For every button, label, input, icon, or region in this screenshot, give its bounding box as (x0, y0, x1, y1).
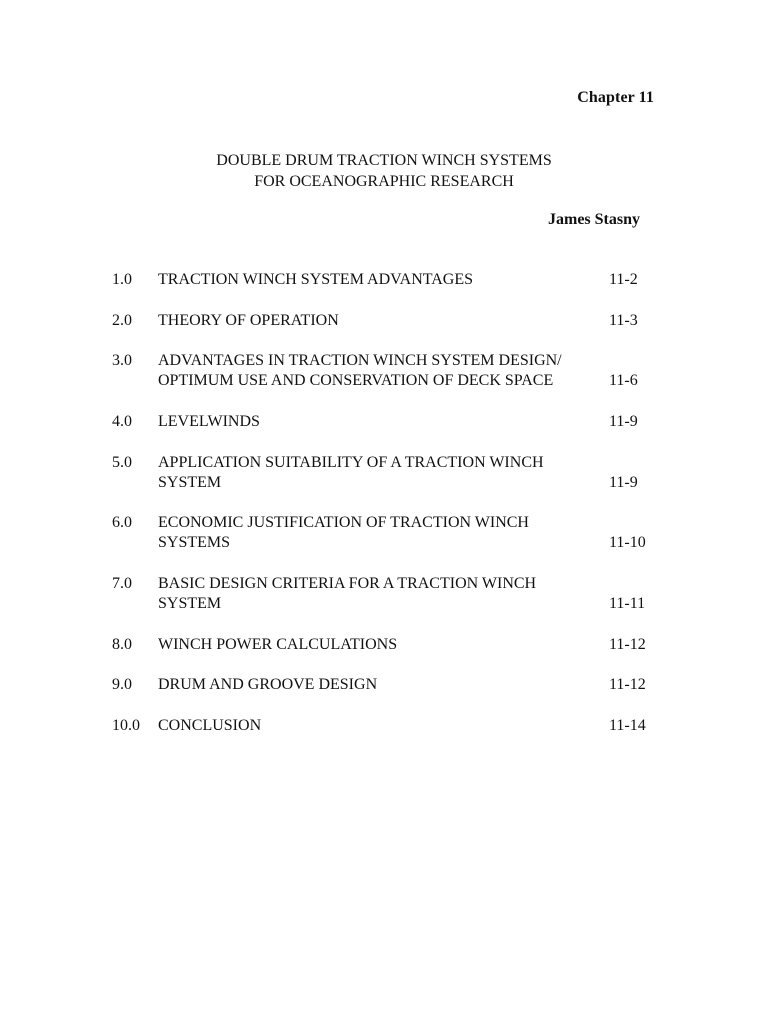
toc-title-line: TRACTION WINCH SYSTEM ADVANTAGES (158, 271, 474, 288)
title-line: DOUBLE DRUM TRACTION WINCH SYSTEMS (216, 152, 552, 169)
toc-section-title (158, 412, 614, 432)
toc-page-number: 11-2 (609, 271, 638, 288)
toc-section-number: 9.0 (112, 676, 132, 693)
toc-section-number: 6.0 (112, 514, 132, 531)
toc-section-number: 1.0 (112, 271, 132, 288)
toc-page-number: 11-9 (609, 474, 638, 491)
toc-title-line: APPLICATION SUITABILITY OF A TRACTION WINCH (158, 454, 544, 471)
toc-title-line: OPTIMUM USE AND CONSERVATION OF DECK SPACE (158, 372, 554, 389)
toc-page-number: 11-6 (609, 372, 638, 389)
toc-title-line: ECONOMIC JUSTIFICATION OF TRACTION WINCH (158, 514, 529, 531)
toc-title-line: SYSTEM (158, 595, 222, 612)
toc-section-title (158, 351, 614, 391)
toc-section-title (158, 574, 614, 614)
toc-page-number: 11-3 (609, 312, 638, 329)
toc-page-number: 11-11 (609, 595, 646, 612)
document-title (0, 150, 768, 192)
chapter-label: Chapter 11 (577, 89, 654, 106)
toc-title-line: SYSTEMS (158, 534, 231, 551)
toc-title-line: CONCLUSION (158, 717, 262, 734)
toc-section-number: 8.0 (112, 636, 132, 653)
toc-section-number: 3.0 (112, 352, 132, 369)
toc-title-line: ADVANTAGES IN TRACTION WINCH SYSTEM DESIGN/ (158, 352, 562, 369)
toc-page-number: 11-12 (609, 636, 646, 653)
title-line: FOR OCEANOGRAPHIC RESEARCH (254, 173, 514, 190)
toc-section-number: 2.0 (112, 312, 132, 329)
toc-page-number: 11-9 (609, 413, 638, 430)
toc-title-line: SYSTEM (158, 474, 222, 491)
toc-section-number: 5.0 (112, 454, 132, 471)
toc-page-number: 11-12 (609, 676, 646, 693)
toc-section-title (158, 513, 614, 553)
toc-section-number: 4.0 (112, 413, 132, 430)
toc-section-title (158, 716, 614, 736)
toc-title-line: DRUM AND GROOVE DESIGN (158, 676, 378, 693)
toc-title-line: BASIC DESIGN CRITERIA FOR A TRACTION WINCH (158, 575, 537, 592)
toc-section-number: 7.0 (112, 575, 132, 592)
toc-section-number: 10.0 (112, 717, 140, 734)
toc-title-line: LEVELWINDS (158, 413, 260, 430)
toc-title-line: WINCH POWER CALCULATIONS (158, 636, 398, 653)
toc-page-number: 11-14 (609, 717, 646, 734)
toc-section-title (158, 453, 614, 493)
toc-section-title (158, 635, 614, 655)
toc-page-number: 11-10 (609, 534, 646, 551)
toc-section-title (158, 675, 614, 695)
toc-section-title (158, 311, 614, 331)
author-name: James Stasny (547, 211, 640, 228)
toc-title-line: THEORY OF OPERATION (158, 312, 339, 329)
toc-section-title (158, 270, 614, 290)
